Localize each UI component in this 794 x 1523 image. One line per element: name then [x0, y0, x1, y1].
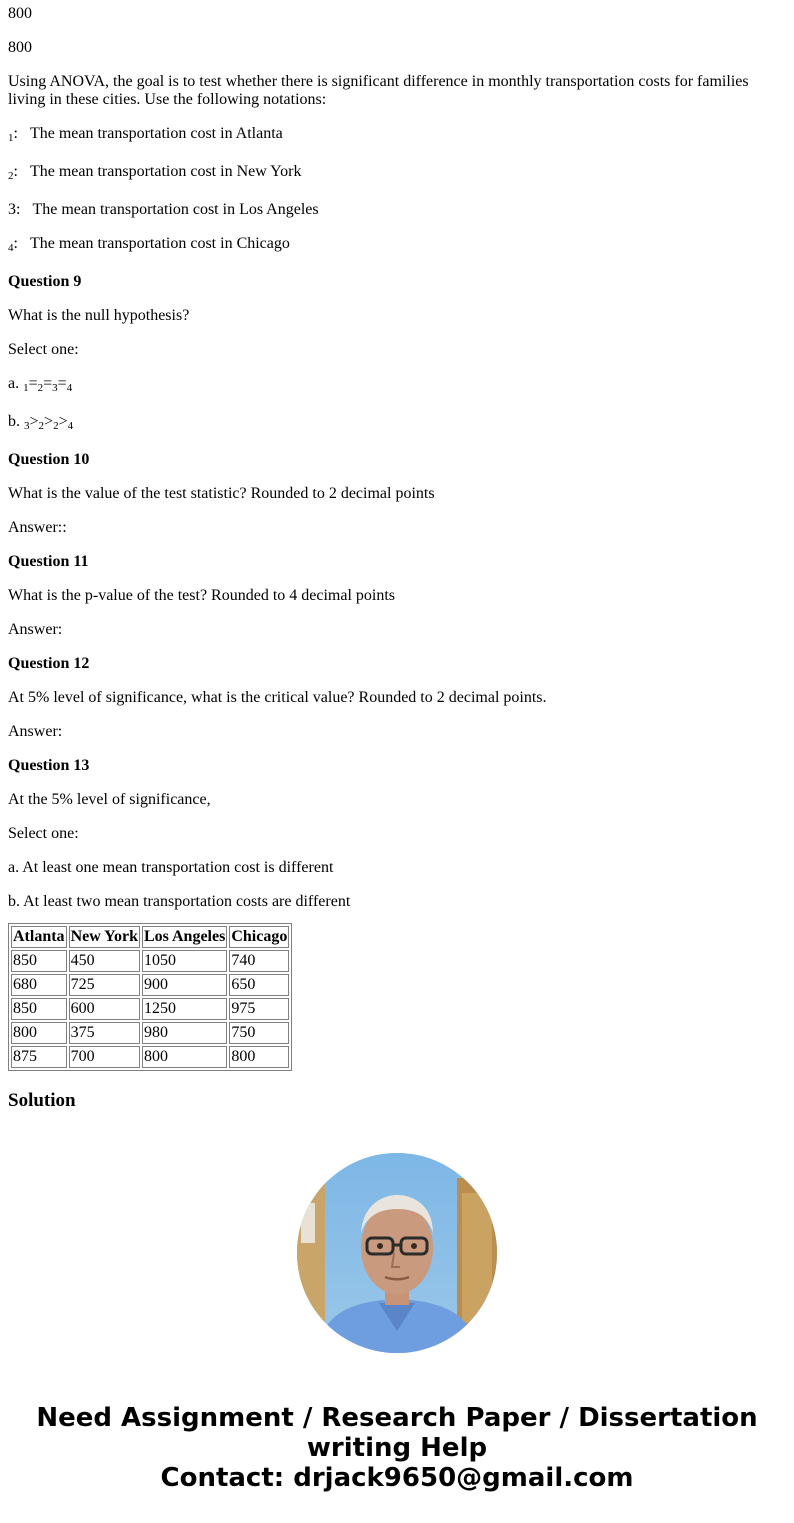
- table-cell: 800: [229, 1046, 289, 1068]
- option-b-sub-2: 2: [38, 420, 45, 432]
- table-cell: 650: [229, 974, 289, 996]
- table-cell: 375: [69, 1022, 140, 1044]
- table-cell: 740: [229, 950, 289, 972]
- table-row: [11, 1022, 289, 1044]
- notation-1-sep: :: [13, 125, 18, 142]
- question-9-title: Question 9: [8, 273, 82, 290]
- question-11-text: What is the p-value of the test? Rounded to 4 decimal points: [8, 587, 396, 604]
- header-atlanta: Atlanta: [11, 926, 67, 948]
- table-row: [11, 950, 289, 972]
- option-b-label: b.: [8, 413, 24, 430]
- question-9-select-prompt: Select one:: [8, 341, 79, 358]
- option-a-sub-2: 2: [37, 382, 44, 394]
- option-a-label: a.: [8, 375, 24, 392]
- header-los-angeles: Los Angeles: [142, 926, 227, 948]
- footer-contact-banner: [0, 1403, 794, 1493]
- notation-3-prefix: 3:: [8, 201, 21, 218]
- option-a-sub-3: 3: [52, 382, 58, 394]
- table-cell: 800: [11, 1022, 67, 1044]
- footer-line-2: writing Help: [306, 1433, 488, 1463]
- notation-3: [8, 201, 778, 219]
- table-cell: 980: [142, 1022, 227, 1044]
- option-a-sym-1: =: [28, 375, 38, 392]
- question-9-text: What is the null hypothesis?: [8, 307, 190, 324]
- notation-2: [8, 163, 778, 181]
- question-12-text: At 5% level of significance, what is the critical value? Rounded to 2 decimal points.: [8, 689, 547, 706]
- question-11-answer: Answer:: [8, 621, 63, 638]
- table-cell: 600: [69, 998, 140, 1020]
- table-cell: 1250: [142, 998, 227, 1020]
- option-b-sym-1: >: [29, 413, 39, 430]
- notation-4-subscript: 4: [8, 242, 14, 254]
- question-10-text: What is the value of the test statistic? Rounded to 2 decimal points: [8, 485, 435, 502]
- table-cell: 975: [229, 998, 289, 1020]
- question-9-option-b[interactable]: [8, 413, 778, 431]
- question-11-title: Question 11: [8, 553, 89, 570]
- notation-4-sep: :: [13, 235, 18, 252]
- notation-1-text: The mean transportation cost in Atlanta: [29, 125, 283, 142]
- document-body: [8, 5, 778, 1110]
- header-chicago: Chicago: [229, 926, 289, 948]
- header-new-york: New York: [69, 926, 140, 948]
- table-cell: 680: [11, 974, 67, 996]
- table-cell: 800: [142, 1046, 227, 1068]
- table-cell: 875: [11, 1046, 67, 1068]
- option-b-sub-4: 4: [67, 420, 74, 432]
- table-cell: 450: [69, 950, 140, 972]
- option-b-sym-3: >: [58, 413, 68, 430]
- footer-contact-email: Contact: drjack9650@gmail.com: [160, 1463, 634, 1493]
- option-a-sym-3: =: [57, 375, 67, 392]
- avatar-portrait-image: [297, 1153, 497, 1353]
- notation-1-subscript: 1: [8, 132, 14, 144]
- avatar: [297, 1153, 497, 1353]
- option-a-sym-2: =: [43, 375, 53, 392]
- table-cell: 725: [69, 974, 140, 996]
- solution-heading: Solution: [8, 1090, 76, 1111]
- intro-description: Using ANOVA, the goal is to test whether there is significant difference in monthly transportation costs for families living in these cities. Use the following notations:: [8, 73, 749, 108]
- notation-2-subscript: 2: [8, 170, 14, 182]
- question-9-option-a[interactable]: [8, 375, 778, 393]
- notation-3-text: The mean transportation cost in Los Angeles: [32, 201, 319, 218]
- question-13-option-b[interactable]: b. At least two mean transportation costs are different: [8, 893, 351, 910]
- notation-1: [8, 125, 778, 143]
- notation-4-text: The mean transportation cost in Chicago: [29, 235, 290, 252]
- notation-2-sep: :: [13, 163, 18, 180]
- table-cell: 850: [11, 950, 67, 972]
- question-13-text: At the 5% level of significance,: [8, 791, 211, 808]
- notation-2-text: The mean transportation cost in New York: [29, 163, 302, 180]
- table-cell: 1050: [142, 950, 227, 972]
- footer-line-1: Need Assignment / Research Paper / Dissertation: [36, 1403, 758, 1433]
- question-13-title: Question 13: [8, 757, 90, 774]
- table-row: [11, 1046, 289, 1068]
- question-12-title: Question 12: [8, 655, 90, 672]
- table-cell: 900: [142, 974, 227, 996]
- question-13-select-prompt: Select one:: [8, 825, 79, 842]
- option-b-sub-1: 3: [24, 420, 30, 432]
- table-row: [11, 974, 289, 996]
- table-row: [11, 998, 289, 1020]
- option-b-sym-2: >: [44, 413, 54, 430]
- question-12-answer: Answer:: [8, 723, 63, 740]
- table-cell: 850: [11, 998, 67, 1020]
- option-a-sub-1: 1: [23, 382, 29, 394]
- question-10-answer: Answer::: [8, 519, 67, 536]
- notation-4: [8, 235, 778, 253]
- option-b-sub-3: 2: [53, 420, 59, 432]
- table-header-row: [11, 926, 289, 948]
- table-cell: 750: [229, 1022, 289, 1044]
- intro-value-2: 800: [8, 39, 32, 56]
- question-10-title: Question 10: [8, 451, 90, 468]
- intro-value-1: 800: [8, 5, 32, 22]
- question-13-option-a[interactable]: a. At least one mean transportation cost is different: [8, 859, 334, 876]
- table-cell: 700: [69, 1046, 140, 1068]
- option-a-sub-4: 4: [66, 382, 73, 394]
- transportation-cost-table: [8, 923, 292, 1071]
